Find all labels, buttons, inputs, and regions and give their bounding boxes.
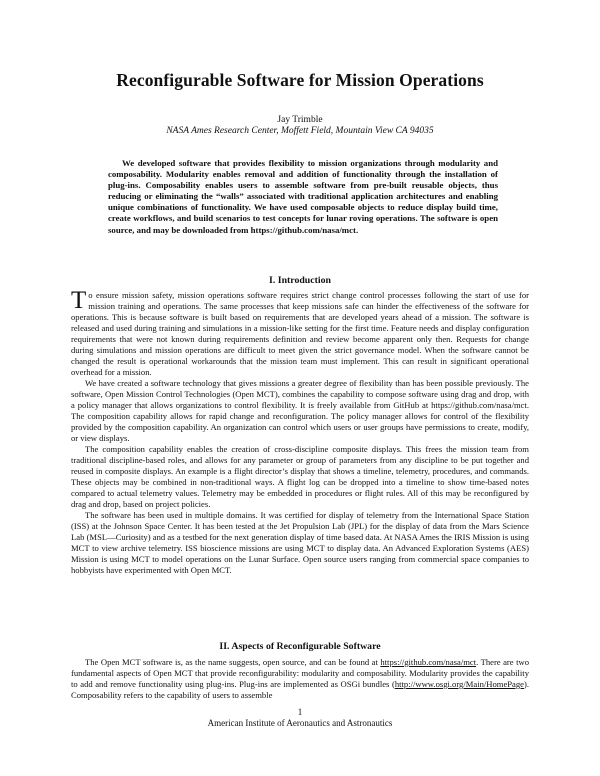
paper-title: Reconfigurable Software for Mission Operations	[116, 70, 484, 90]
intro-paragraph-2: We have created a software technology that gives missions a greater degree of flexibility than has been possible previously. The software, Open Mission Control Technologies (Open MCT), combines the capability to compose software using drag and drop, with a policy manager that allows organizations to control flexibility. It is freely available from GitHub at https://github.com/nasa/mct. The composition capability allows for rapid change and reconfiguration. The policy manager allows for control of the flexibility provided by the composition capability. An organization can control which users or user groups have permissions to create, modify, or view displays.	[71, 378, 529, 443]
section-2-text-b: . There are two fundamental aspects of Open MCT that provide reconfigurability: modularity and composability. Modularity provides the capability to add and remove functionality using plug-ins. Plug-ins are implemented as OSGi bundles (	[71, 657, 529, 689]
section-2-heading: II. Aspects of Reconfigurable Software	[219, 641, 381, 652]
author-name: Jay Trimble	[277, 115, 323, 125]
section-2-text-a: The Open MCT software is, as the name suggests, open source, and can be found at	[85, 657, 381, 667]
abstract: We developed software that provides flexibility to mission organizations through modularity and composability. Modularity enables removal and addition of functionality through the installation of plug-ins. Composability enables users to assemble software from pre-built reusable objects, thus reducing or eliminating the “walls” associated with traditional application architectures and enabling unique combinations of functionality. We have used composable objects to reduce display build time, create workflows, and build scenarios to test concepts for lunar roving operations. The software is open source, and may be downloaded from https://github.com/nasa/mct.	[108, 158, 498, 235]
intro-paragraph-1	[71, 287, 529, 378]
footer-organization: American Institute of Aeronautics and Astronautics	[207, 718, 393, 728]
section-2-text-c: ). Composability refers to the capability of users to assemble	[71, 679, 529, 700]
drop-cap: T	[71, 287, 87, 314]
section-1-heading: I. Introduction	[269, 275, 331, 286]
section-2-paragraph-1	[71, 657, 529, 701]
intro-paragraph-1-text: o ensure mission safety, mission operations software requires strict change control processes following the start of use for mission training and operations. The same processes that keep missions safe can hinder the effectiveness of the software for operations. This is because software is built based on requirements that are developed years ahead of a mission. The software is released and used during training and simulations in a mission-like setting for the first time. Feature needs and display configuration requirements that were not known during requirements definition and review become apparent only then. Requests for change during simulations and mission operations are difficult to meet given the strict governance model. When the software cannot be changed the result is operational workarounds that the mission team must implement. This can result in significant operational overhead for a mission.	[71, 290, 529, 377]
author-affiliation: NASA Ames Research Center, Moffett Field, Mountain View CA 94035	[166, 126, 434, 136]
intro-paragraph-3: The composition capability enables the creation of cross-discipline composite displays. This frees the mission team from traditional discipline-based roles, and allows for any parameter or group of parameters from any discipline to be put together and reused in composite displays. An example is a flight director’s display that shows a timeline, telemetry, procedures, and commands. These objects may be combined in non-traditional ways. A flight log can be dropped into a timeline to show time-based notes compared to actual telemetry values. Telemetry may be embedded in procedures or flight rules. All of this may be reconfigured by drag and drop, based on project policies.	[71, 444, 529, 509]
section-2-body	[71, 657, 529, 701]
osgi-link[interactable]: http://www.osgi.org/Main/HomePage	[394, 679, 524, 689]
section-1-body	[71, 287, 529, 576]
page-number: 1	[297, 707, 303, 717]
intro-paragraph-4: The software has been used in multiple domains. It was certified for display of telemetry from the International Space Station (ISS) at the Johnson Space Center. It has been tested at the Jet Propulsion Lab (JPL) for the display of data from the Mars Science Lab (MSL—Curiosity) and as a testbed for the next generation display of time based data. At NASA Ames the IRIS Mission is using MCT to view archive telemetry. ISS bioscience missions are using MCT to display data. An Advanced Exploration Systems (AES) Mission is using MCT to model operations on the Lunar Surface. Open source users ranging from commercial space companies to hobbyists have experimented with Open MCT.	[71, 510, 529, 575]
github-link[interactable]: https://github.com/nasa/mct	[380, 657, 477, 667]
